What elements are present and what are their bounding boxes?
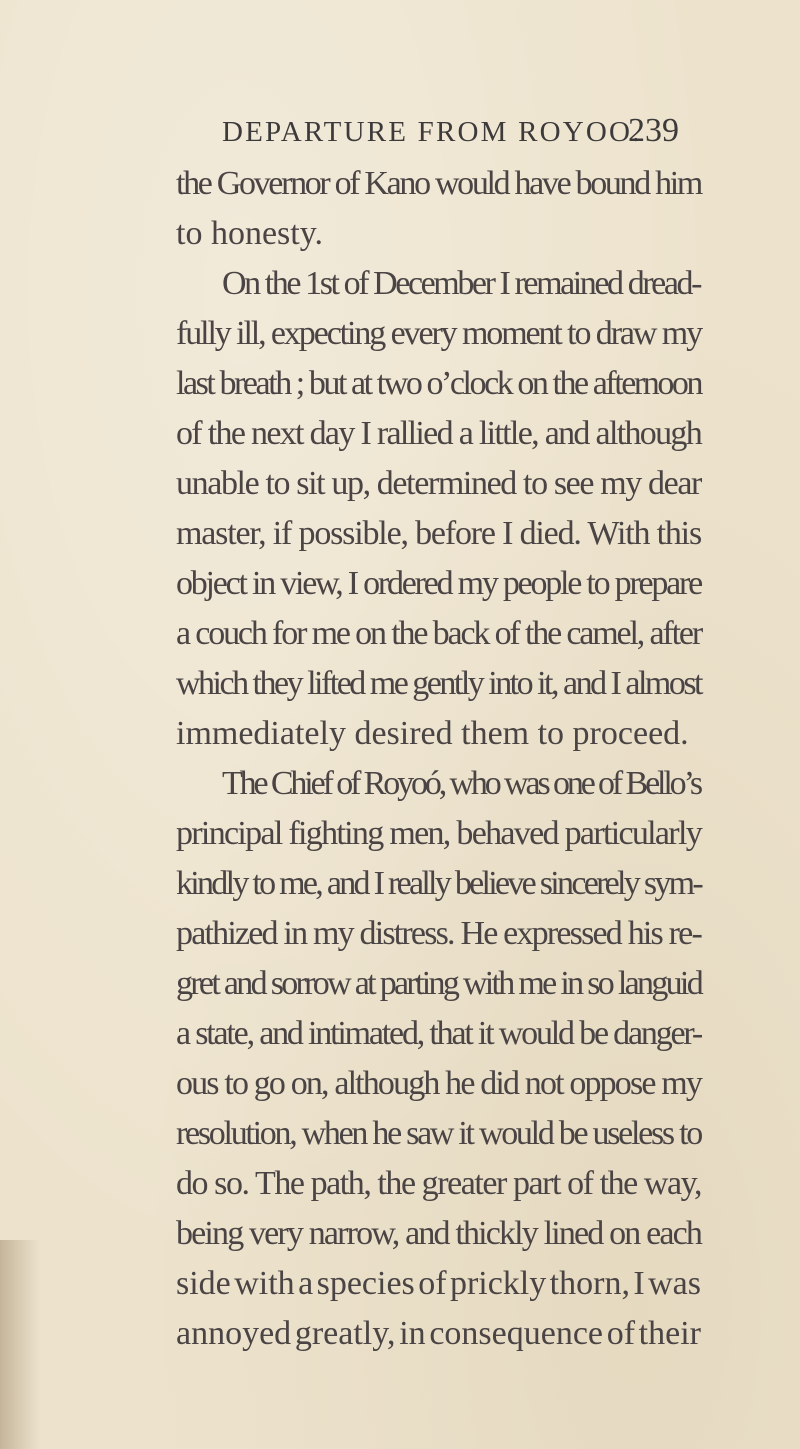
text-line: which they lifted me gently into it, and I almost [176,665,701,702]
text-line: the Governor of Kano would have bound him [176,165,701,202]
text-line: being very narrow, and thickly lined on each [176,1215,701,1252]
running-head [0,112,800,152]
text-line: ous to go on, although he did not oppose my [176,1065,701,1102]
page-number: 239 [628,112,679,149]
page-edge-shadow [0,1240,40,1449]
text-line: do so. The path, the greater part of the way, [176,1165,701,1202]
text-line: fully ill, expecting every moment to draw my [176,315,701,352]
text-line: resolution, when he saw it would be useless to [176,1115,701,1152]
text-line: last breath ; but at two o’clock on the afternoon [176,365,701,402]
text-line: kindly to me, and I really believe sincerely sym- [176,865,701,902]
text-line: of the next day I rallied a little, and although [176,415,701,452]
text-line: master, if possible, before I died. With this [176,515,701,552]
text-line: The Chief of Royoó, who was one of Bello’s [222,765,701,802]
text-line: to honesty. [176,215,324,252]
text-line: principal fighting men, behaved particularly [176,815,702,852]
text-line: immediately desired them to proceed. [176,715,689,752]
text-line: pathized in my distress. He expressed his re- [176,915,701,952]
running-title: DEPARTURE FROM ROYOO. [222,116,642,148]
text-line: object in view, I ordered my people to prepare [176,565,701,602]
text-line: a state, and intimated, that it would be danger- [176,1015,701,1052]
text-line: a couch for me on the back of the camel, after [176,615,701,652]
text-line: gret and sorrow at parting with me in so languid [176,965,701,1002]
text-line: annoyed greatly, in consequence of their [176,1315,701,1352]
text-line: side with a species of prickly thorn, I was [176,1265,701,1302]
text-line: On the 1st of December I remained dread- [222,265,700,302]
text-line: unable to sit up, determined to see my dear [176,465,701,502]
